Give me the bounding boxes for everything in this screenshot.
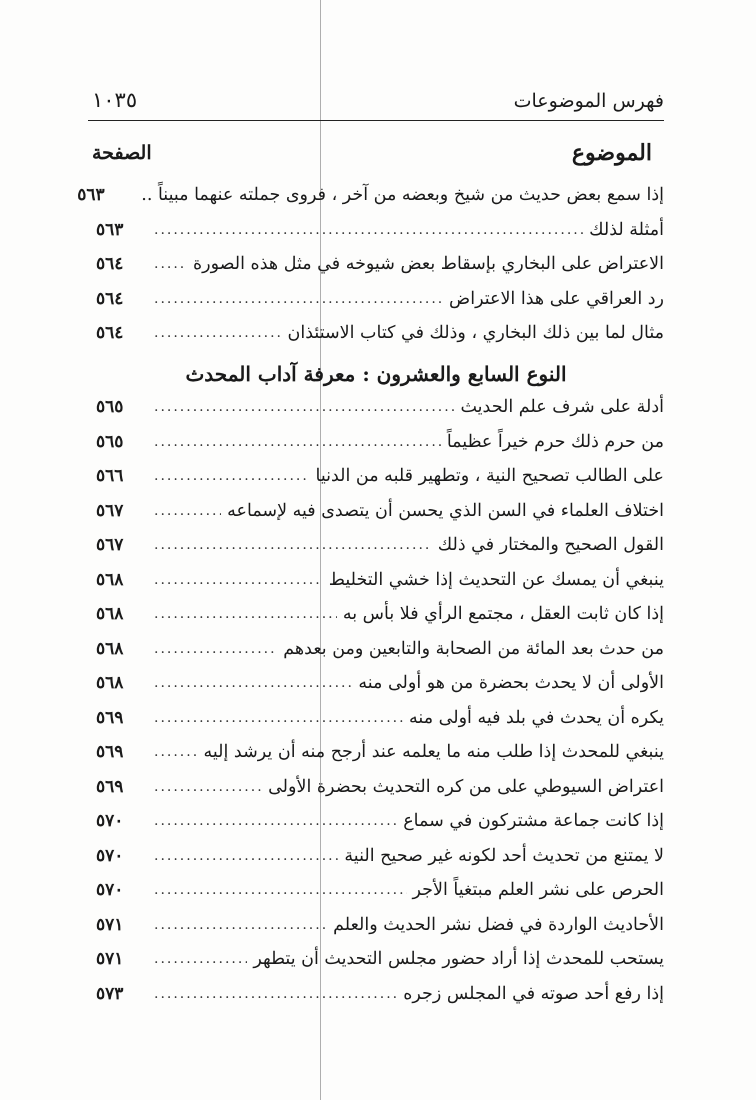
dot-leader: [154, 256, 187, 272]
index-entry: [96, 282, 664, 317]
page-number: ١٠٣٥: [92, 88, 138, 112]
dot-leader: [154, 641, 277, 657]
index-entry: [96, 735, 664, 770]
entry-page-number: ٥٧١: [96, 949, 124, 970]
index-entry: [96, 425, 664, 460]
dot-leader: [154, 675, 352, 691]
dot-leader: [154, 779, 262, 795]
dot-leader: [154, 291, 443, 307]
entry-page-number: ٥٧٠: [96, 811, 124, 832]
entry-title: الاعتراض على البخاري بإسقاط بعض شيوخه في مثل هذه الصورة: [192, 254, 664, 275]
running-header: [88, 88, 664, 121]
entry-page-number: ٥٦٤: [96, 254, 124, 275]
entry-title: الأولى أن لا يحدث بحضرة من هو أولى منه: [358, 673, 664, 694]
entry-page-number: ٥٦٩: [96, 742, 124, 763]
entry-title: اختلاف العلماء في السن الذي يحسن أن يتصدى فيه لإسماعه: [227, 500, 664, 521]
entry-title: إذا كان ثابت العقل ، مجتمع الرأي فلا بأس به: [342, 604, 664, 625]
index-entry: [96, 632, 664, 667]
dot-leader: [154, 537, 432, 553]
entry-title: ينبغي للمحدث إذا طلب منه ما يعلمه عند أرجح منه أن يرشد إليه: [203, 742, 664, 763]
entry-title: لا يمتنع من تحديث أحد لكونه غير صحيح النية: [344, 845, 664, 866]
entry-page-number: ٥٦٤: [96, 323, 124, 344]
dot-leader: [154, 917, 327, 933]
index-entry: [96, 247, 664, 282]
entry-title: أدلة على شرف علم الحديث: [460, 397, 664, 418]
dot-leader: [154, 503, 221, 519]
entry-title: من حدث بعد المائة من الصحابة والتابعين ومن بعدهم: [283, 638, 664, 659]
entry-page-number: ٥٦٤: [96, 288, 124, 309]
entry-page-number: ٥٧٠: [96, 845, 124, 866]
dot-leader: [154, 744, 197, 760]
index-entry: [96, 316, 664, 351]
dot-leader: [154, 710, 403, 726]
index-entry: [96, 390, 664, 425]
index-entry: [96, 873, 664, 908]
dot-leader: [154, 468, 310, 484]
entry-page-number: ٥٦٦: [96, 466, 124, 487]
entry-page-number: ٥٦٥: [96, 397, 124, 418]
entry-title: الأحاديث الواردة في فضل نشر الحديث والعلم: [333, 914, 664, 935]
section-heading: النوع السابع والعشرون : معرفة آداب المحدث: [185, 362, 567, 386]
dot-leader: [154, 572, 323, 588]
entries-list-before: [77, 178, 664, 351]
dot-leader: [154, 848, 338, 864]
index-entry: [77, 178, 664, 213]
index-entry: [96, 213, 664, 248]
entry-page-number: ٥٦٩: [96, 707, 124, 728]
entry-page-number: ٥٦٥: [96, 431, 124, 452]
entry-page-number: ٥٧٣: [96, 983, 124, 1004]
index-entry: [96, 597, 664, 632]
index-entry: [96, 459, 664, 494]
entry-title: إذا كانت جماعة مشتركون في سماع: [403, 811, 664, 832]
index-entry: [96, 494, 664, 529]
entry-title: من حرم ذلك حرم خيراً عظيماً: [446, 431, 664, 452]
index-entry: [96, 563, 664, 598]
entry-page-number: ٥٦٨: [96, 673, 124, 694]
entry-page-number: ٥٦٣: [96, 219, 124, 240]
entry-title: إذا سمع بعض حديث من شيخ وبعضه من آخر ، فروى جملته عنهما مبيناً ..: [141, 185, 664, 206]
entry-page-number: ٥٧٠: [96, 880, 124, 901]
entry-title: أمثلة لذلك: [589, 219, 664, 240]
column-headings: [88, 140, 664, 174]
index-entry: [96, 977, 664, 1012]
entry-title: مثال لما بين ذلك البخاري ، وذلك في كتاب الاستئذان: [287, 323, 664, 344]
index-entry: [96, 804, 664, 839]
entry-title: يكره أن يحدث في بلد فيه أولى منه: [409, 707, 664, 728]
entry-title: يستحب للمحدث إذا أراد حضور مجلس التحديث أن يتطهر: [253, 949, 664, 970]
dot-leader: [154, 986, 397, 1002]
index-entry: [96, 701, 664, 736]
dot-leader: [154, 951, 247, 967]
dot-leader: [154, 399, 454, 415]
dot-leader: [154, 434, 441, 450]
index-entry: [96, 908, 664, 943]
entry-title: القول الصحيح والمختار في ذلك: [437, 535, 664, 556]
entries-list-after: [96, 390, 664, 1011]
entry-title: على الطالب تصحيح النية ، وتطهير قلبه من الدنيا: [315, 466, 664, 487]
page-column-heading: الصفحة: [92, 142, 152, 164]
entry-page-number: ٥٦٨: [96, 638, 124, 659]
entry-title: اعتراض السيوطي على من كره التحديث بحضرة الأولى: [268, 776, 664, 797]
entry-page-number: ٥٦٧: [96, 535, 124, 556]
entry-page-number: ٥٦٨: [96, 604, 124, 625]
dot-leader: [154, 882, 407, 898]
entry-page-number: ٥٦٣: [77, 185, 105, 206]
entry-title: إذا رفع أحد صوته في المجلس زجره: [403, 983, 664, 1004]
running-title: فهرس الموضوعات: [513, 90, 664, 112]
index-entry: [96, 942, 664, 977]
entry-page-number: ٥٦٧: [96, 500, 124, 521]
index-entry: [96, 666, 664, 701]
index-entry: [96, 770, 664, 805]
dot-leader: [154, 222, 583, 238]
entry-title: رد العراقي على هذا الاعتراض: [449, 288, 664, 309]
entry-title: الحرص على نشر العلم مبتغياً الأجر: [412, 880, 664, 901]
dot-leader: [154, 606, 337, 622]
dot-leader: [154, 325, 282, 341]
index-entry: [96, 839, 664, 874]
index-entry: [96, 528, 664, 563]
entry-title: ينبغي أن يمسك عن التحديث إذا خشي التخليط: [328, 569, 664, 590]
entry-page-number: ٥٧١: [96, 914, 124, 935]
entry-page-number: ٥٦٩: [96, 776, 124, 797]
entry-page-number: ٥٦٨: [96, 569, 124, 590]
dot-leader: [154, 813, 397, 829]
topic-column-heading: الموضوع: [571, 140, 652, 166]
